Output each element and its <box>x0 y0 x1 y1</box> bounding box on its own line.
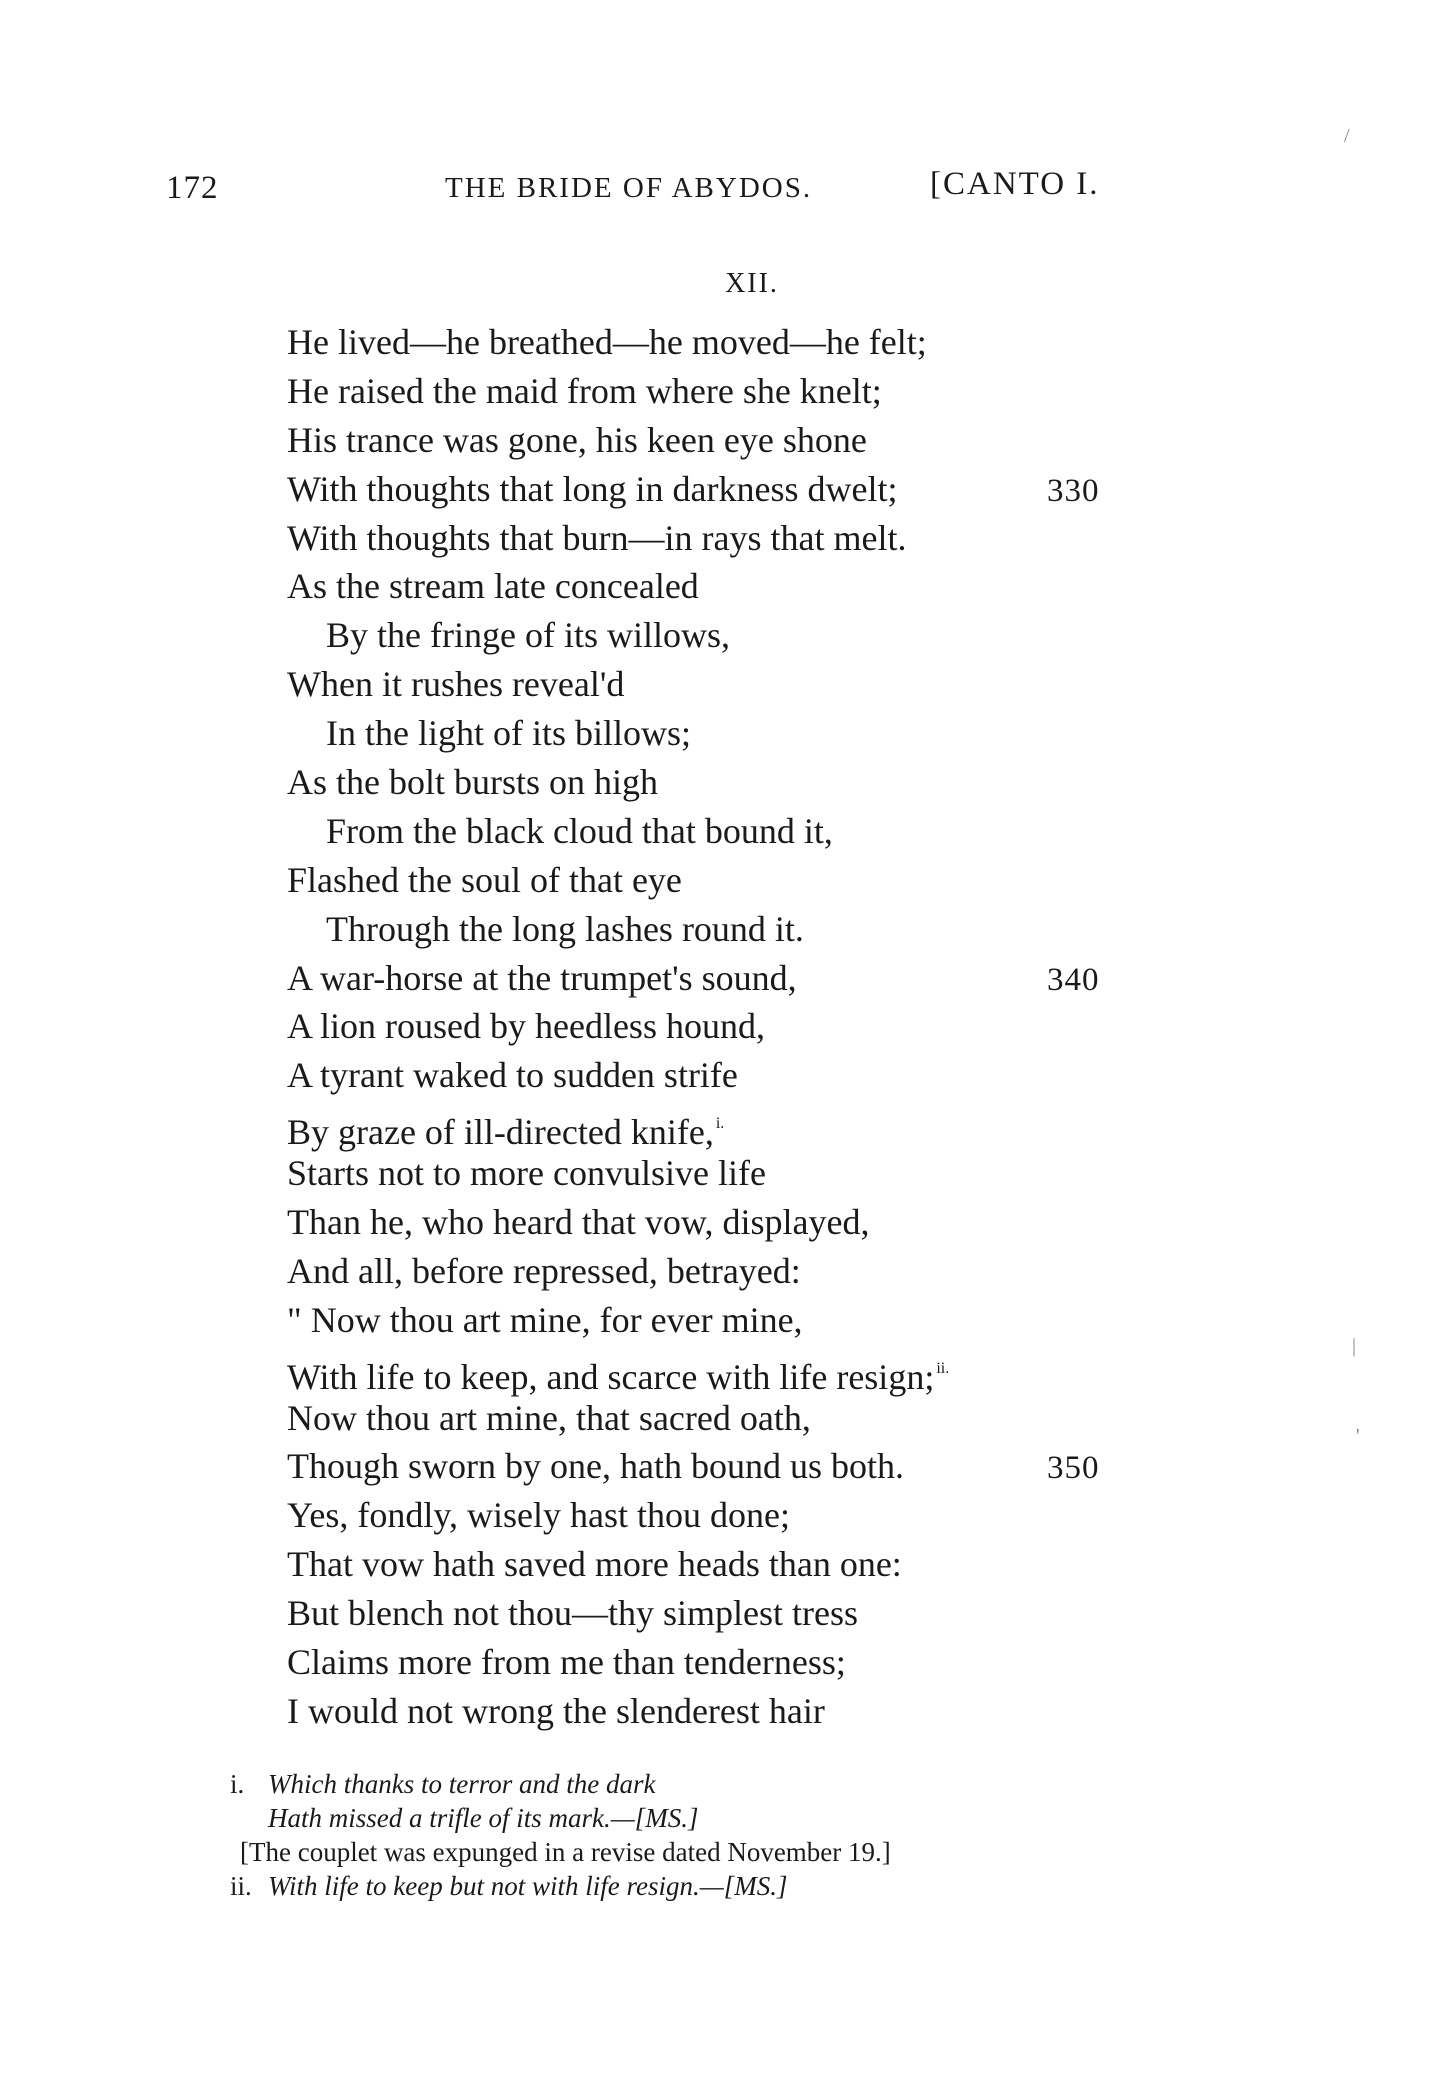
footnote-mark: ii. <box>230 1871 252 1901</box>
poem-line: Though sworn by one, hath bound us both. 350 <box>287 1442 1117 1491</box>
poem-line: Yes, fondly, wisely hast thou done; <box>287 1495 790 1536</box>
poem-line: That vow hath saved more heads than one: <box>287 1544 902 1585</box>
poem-line: " Now thou art mine, for ever mine, <box>287 1299 803 1340</box>
poem-line: He lived—he breathed—he moved—he felt; <box>287 322 927 362</box>
poem-line: By graze of ill-directed knife, $^{i.}$ <box>287 1112 725 1153</box>
line-number: 330 <box>1047 472 1100 509</box>
footnote-i-continued <box>230 1801 1130 1835</box>
canto-label: [CANTO I. <box>930 166 1100 202</box>
poem-line: With thoughts that long in darkness dwelt; 330 <box>287 465 1117 514</box>
poem-line: As the bolt bursts on high <box>287 762 659 803</box>
footnote-ii <box>230 1869 1130 1903</box>
poem-line: In the light of its billows; <box>326 713 691 754</box>
poem-line: By the fringe of its willows, <box>326 615 730 656</box>
poem-line: A tyrant waked to sudden strife <box>287 1055 738 1096</box>
poem-line: With life to keep, and scarce with life resign; $^{ii.}$ <box>287 1356 950 1397</box>
footnote-ref: i. <box>715 1115 725 1133</box>
poem-line: And all, before repressed, betrayed: <box>287 1250 801 1291</box>
poem-line: Now thou art mine, that sacred oath, <box>287 1397 811 1438</box>
footnote-i <box>230 1767 1130 1801</box>
poem-line: Starts not to more convulsive life <box>287 1153 766 1194</box>
poem-line: From the black cloud that bound it, <box>326 810 833 851</box>
poem-line: A war-horse at the trumpet's sound, 340 <box>287 954 1117 1003</box>
poem-line: His trance was gone, his keen eye shone <box>287 419 867 460</box>
page-number: 172 <box>166 170 219 206</box>
footnotes <box>230 1767 1130 1903</box>
margin-speck: / <box>1344 125 1350 147</box>
poem-body <box>287 318 1117 1736</box>
running-header <box>160 166 1120 220</box>
editorial-note <box>240 1835 1130 1869</box>
poem-line: When it rushes reveal'd <box>287 664 625 705</box>
footnote-text: Hath missed a trifle of its mark.—[MS.] <box>268 1803 699 1833</box>
poem-line: As the stream late concealed <box>287 566 699 607</box>
poem-line: Than he, who heard that vow, displayed, <box>287 1202 870 1243</box>
running-title: THE BRIDE OF ABYDOS. <box>445 172 813 204</box>
poem-line: A lion roused by heedless hound, <box>287 1006 765 1047</box>
poem-line: But blench not thou—thy simplest tress <box>287 1593 858 1634</box>
footnote-ref: ii. <box>936 1359 950 1377</box>
poem-line: With thoughts that burn—in rays that melt. <box>287 517 907 558</box>
line-number: 340 <box>1047 961 1100 998</box>
poem-line: Flashed the soul of that eye <box>287 859 682 900</box>
poem-line: Through the long lashes round it. <box>326 908 804 949</box>
poem-line: Claims more from me than tenderness; <box>287 1642 846 1683</box>
poem-line: He raised the maid from where she knelt; <box>287 370 882 411</box>
margin-speck: | <box>1352 1335 1357 1357</box>
line-number: 350 <box>1047 1450 1100 1487</box>
editorial-text: [The couplet was expunged in a revise dated November 19.] <box>240 1837 891 1867</box>
section-heading: XII. <box>725 268 779 299</box>
poem-line: I would not wrong the slenderest hair <box>287 1690 825 1731</box>
footnote-text: With life to keep but not with life resign.—[MS.] <box>268 1871 788 1901</box>
footnote-text: Which thanks to terror and the dark <box>268 1769 656 1799</box>
margin-speck: ' <box>1356 1425 1360 1447</box>
footnote-mark: i. <box>230 1769 245 1799</box>
